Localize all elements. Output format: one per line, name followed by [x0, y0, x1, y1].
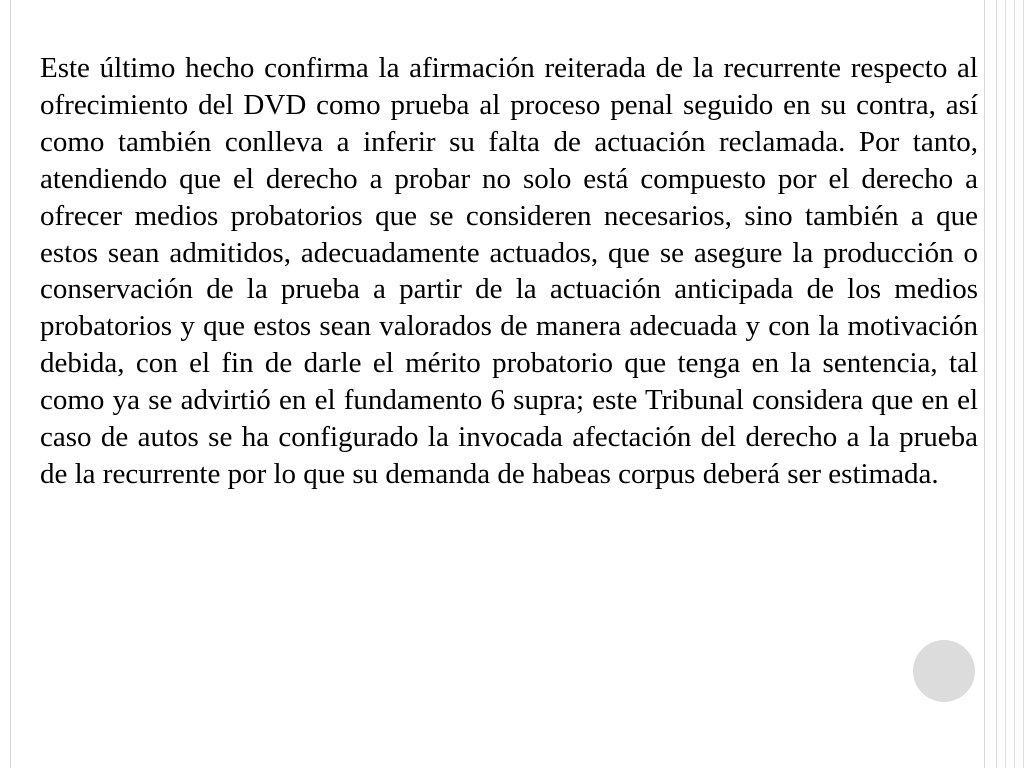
slide-body-text: Este último hecho confirma la afirmación reiterada de la recurrente respecto al ofrecimiento del DVD como prueba al proceso penal seguido en su contra, así como también conlleva a inferir su falta de actuación reclamada. Por tanto, atendiendo que el derecho a probar no solo está compuesto por el derecho a ofrecer medios probatorios que se consideren necesarios, sino también a que estos sean admitidos, adecuadamente actuados, que se asegure la producción o conservación de la prueba a partir de la actuación anticipada de los medios probatorios y que estos sean valorados de manera adecuada y con la motivación debida, con el fin de darle el mérito probatorio que tenga en la sentencia, tal como ya se advirtió en el fundamento 6 supra; este Tribunal considera que en el caso de autos se ha configurado la invocada afectación del derecho a la prueba de la recurrente por lo que su demanda de habeas corpus deberá ser estimada.	[40, 52, 978, 490]
decorative-circle	[913, 640, 975, 702]
right-decorative-band	[996, 0, 1024, 768]
right-decorative-band-inner	[1005, 0, 1015, 768]
